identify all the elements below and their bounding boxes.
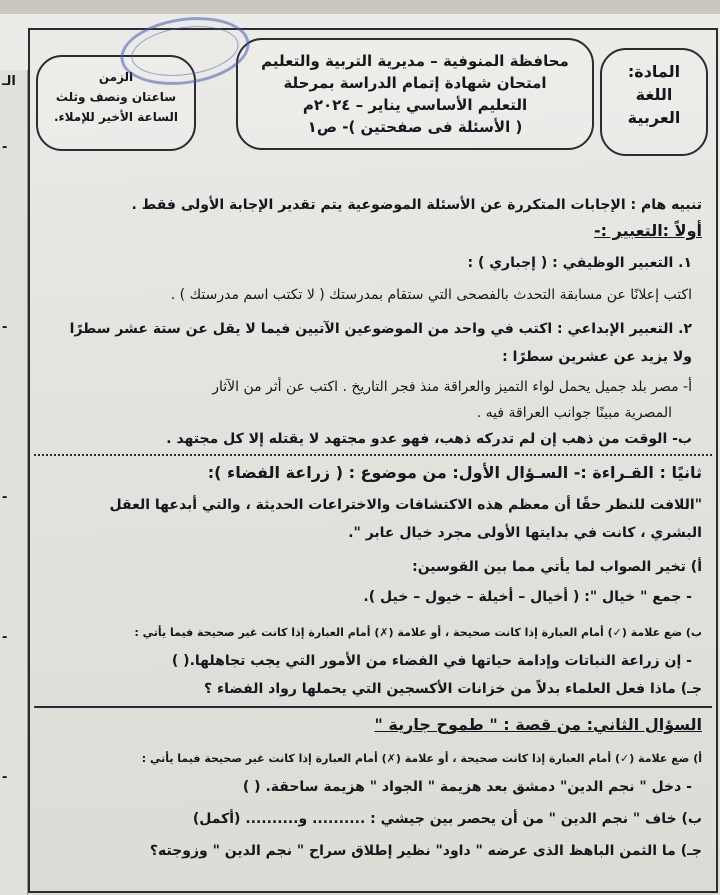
section-divider bbox=[34, 454, 712, 456]
subject-box bbox=[600, 48, 708, 156]
governorate-line: محافظة المنوفية – مديرية التربية والتعليم bbox=[261, 52, 569, 70]
exam-date-line: التعليم الأساسي يناير – ٢٠٢٤م bbox=[302, 96, 528, 114]
subject-name-line2: العربية bbox=[627, 108, 681, 127]
dictation-note: الساعة الأخير للإملاء. bbox=[53, 110, 179, 124]
reading-question1-heading: ثانيًا : القـراءة :- السـؤال الأول: من موضوع : ( زراعة الفضاء ): bbox=[207, 463, 702, 482]
question2-part-c: جـ) ما الثمن الباهظ الذى عرضه " داود" نظير إطلاق سراح " نجم الدين " وزوجته؟ bbox=[149, 843, 702, 859]
adjacent-page-edge bbox=[0, 70, 28, 895]
functional-expression-heading: ١. التعبير الوظيفي : ( إجباري ) : bbox=[467, 255, 692, 271]
page-info-line: ( الأسئلة فى صفحتين )- ص١ bbox=[307, 118, 523, 136]
exam-title-box bbox=[236, 38, 594, 150]
creative-expression-heading: ٢. التعبير الإبداعي : اكتب في واحد من الموضوعين الآتيين فيما لا يقل عن ستة عشر سطرًا bbox=[69, 321, 692, 337]
section-expression-heading: أولاً :التعبير :- bbox=[594, 221, 702, 240]
edge-mark: - bbox=[2, 630, 8, 645]
question2-heading: السؤال الثاني: من قصة : " طموح جارية " bbox=[374, 715, 702, 734]
subject-name-line1: اللغة bbox=[635, 85, 673, 104]
edge-mark: - bbox=[2, 140, 8, 155]
time-duration: ساعتان ونصف وثلث bbox=[55, 90, 177, 104]
question-divider bbox=[34, 706, 712, 708]
functional-expression-task: اكتب إعلانًا عن مسابقة التحدث بالفصحى التي ستقام بمدرستك ( لا تكتب اسم مدرستك ) . bbox=[170, 287, 692, 303]
exam-title-line: امتحان شهادة إتمام الدراسة بمرحلة bbox=[283, 74, 547, 92]
question1-part-b-item: - إن زراعة النباتات وإدامة حياتها في الفضاء من الأمور التي يجب تجاهلها.( ) bbox=[171, 653, 692, 669]
time-label: الزمن bbox=[98, 70, 134, 84]
edge-mark: - bbox=[2, 320, 8, 335]
exam-frame bbox=[28, 28, 718, 893]
topic-a-line2: المصرية مبينًا جوانب العراقة فيه . bbox=[476, 405, 672, 421]
question1-part-a-heading: أ) تخير الصواب لما يأتي مما بين القوسين: bbox=[412, 559, 702, 575]
question1-part-b-heading: ب) ضع علامة (✓) أمام العبارة إذا كانت صحيحة ، أو علامة (✗) أمام العبارة إذا كانت غير صحيحة فيما يأتي : bbox=[134, 626, 702, 639]
notice-line: تنبيه هام : الإجابات المتكررة عن الأسئلة الموضوعية يتم تقدير الإجابة الأولى فقط . bbox=[131, 197, 702, 213]
edge-mark: - bbox=[2, 490, 8, 505]
edge-mark: - bbox=[2, 770, 8, 785]
question2-part-a-item: - دخل " نجم الدين" دمشق بعد هزيمة " الجواد " هزيمة ساحقة. ( ) bbox=[242, 779, 692, 795]
question2-part-a-heading: أ) ضع علامة (✓) أمام العبارة إذا كانت صحيحة ، أو علامة (✗) أمام العبارة إذا كانت غير صحيحة فيما يأتي : bbox=[141, 752, 702, 765]
question1-part-c: جـ) ماذا فعل العلماء بدلاً من خزانات الأكسجين التي يحملها رواد الفضاء ؟ bbox=[203, 681, 702, 697]
subject-label: المادة: bbox=[627, 62, 681, 81]
topic-b-line: ب- الوقت من ذهب إن لم تدركه ذهب، فهو عدو مجتهد لا يقتله إلا كل مجتهد . bbox=[166, 431, 692, 447]
question2-part-b: ب) خاف " نجم الدين " من أن يحصر بين جيشي : .......... و.......... (أكمل) bbox=[192, 811, 702, 827]
question1-part-a-item: - جمع " خيال ": ( أخيال – أخيلة – خيول – خيل ). bbox=[363, 589, 692, 605]
creative-expression-limit: ولا يزيد عن عشرين سطرًا : bbox=[502, 349, 692, 365]
reading-passage-line2: البشري ، كانت في بدايتها الأولى مجرد خيال عابر ". bbox=[348, 525, 702, 541]
edge-text: الـ bbox=[2, 74, 16, 89]
topic-a-line1: أ- مصر بلد جميل يحمل لواء التميز والعراقة منذ فجر التاريخ . اكتب عن أثر من الآثار bbox=[212, 379, 692, 395]
reading-passage-line1: "اللافت للنظر حقًا أن معظم هذه الاكتشافات والاختراعات الحديثة ، والتي أبدعها العقل bbox=[109, 497, 702, 513]
